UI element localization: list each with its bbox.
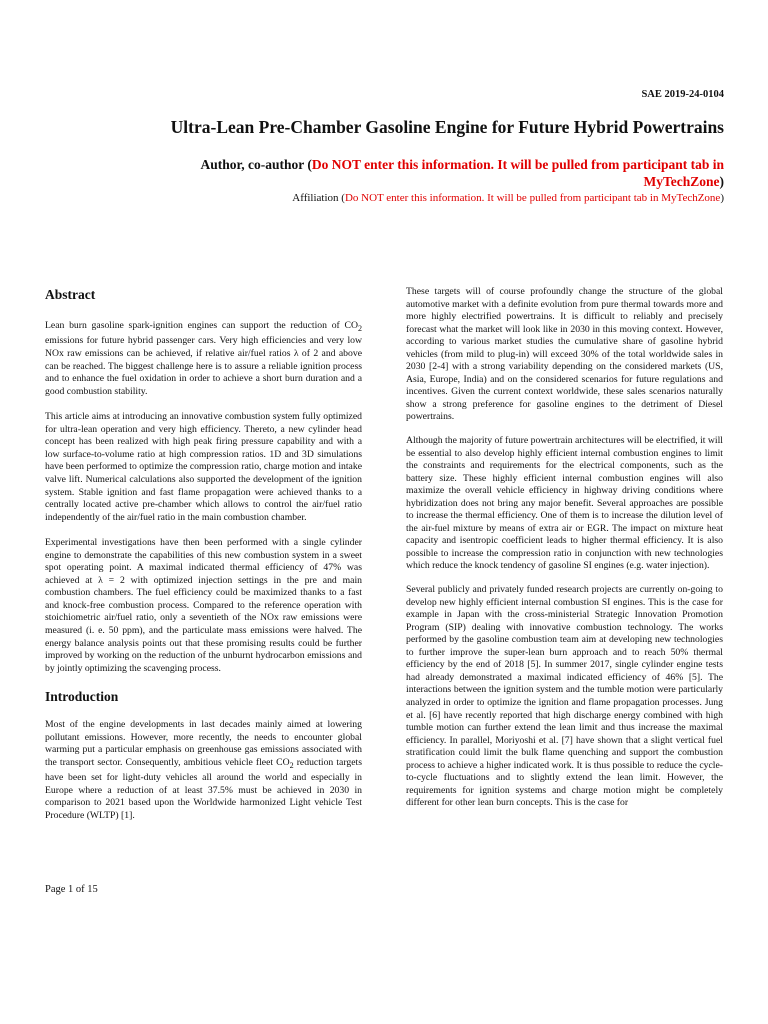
right-paragraph-1: These targets will of course profoundly change the structure of the global automotive market with a definite evolution from pure thermal towards more and more highly electrified powertrains. It is difficult to reliably and precisely forecast what the market will look like in 2030 in this moving context. However, according to various market studies the cumulative share of gasoline hybrid vehicles (from mild to plug-in) will exceed 30% of the total worldwide sales in 2030 [2-4] with a strong variability depending on the considered markets (US, Asia, Europe, India) and on the considered scenarios for future regulations and incentives. Given the current context worldwide, these sales scenarios naturally show a strong preference for gasoline engines to the detriment of Diesel powertrains. <box>406 286 723 423</box>
left-column <box>45 284 362 835</box>
author-close: ) <box>719 174 724 189</box>
abstract-paragraph-1 <box>45 320 362 398</box>
abstract-paragraph-2: This article aims at introducing an innovative combustion system fully optimized for ultra-lean operation and very high efficiency. Thereto, a new cylinder head concept has been realized with high peak firing pressure capability and with a low surface-to-volume ratio at high compression ratios. 1D and 3D simulations have been performed to optimize the compression ratio, charge motion and intake valve lift. Numerical calculations also supported the development of the ignition system. Stable ignition and fast flame propagation were achieved thanks to a centrally located active pre-chamber which allows to control the air/fuel ratio independently of the air/fuel ratio in the main combustion chamber. <box>45 411 362 523</box>
affiliation-note: Do NOT enter this information. It will be pulled from participant tab in MyTechZone <box>344 192 721 204</box>
author-note: Do NOT enter this information. It will be pulled from participant tab in MyTechZone <box>311 157 724 189</box>
affiliation-label: Affiliation ( <box>292 192 345 204</box>
author-label: Author, co-author ( <box>200 157 312 172</box>
intro-p1-text-b: reduction targets have been set for light-duty vehicles all around the world and especially in Europe where a reduction of at least 37.5% must be achieved in 2030 in comparison to 2021 based upon the Worldwide harmonized Light vehicle Test Procedure (WLTP) [1]. <box>45 756 362 821</box>
abstract-p1-subscript: 2 <box>357 323 362 333</box>
page-number: Page 1 of 15 <box>45 884 98 895</box>
right-paragraph-2: Although the majority of future powertrain architectures will be electrified, it will be essential to also develop highly efficient internal combustion engines to limit the constraints and requirements for the electrical components, such as the battery size. These highly efficient internal combustion engines will also maximize the overall vehicle efficiency in highway driving conditions where hybridization does not bring any major benefit. Several approaches are possible to increase the thermal efficiency. One of them is to increase the dilution level of the air-fuel mixture by means of extra air or EGR. The impact on mixture heat capacity and isentropic coefficient leads to higher thermal efficiency. It is also possible to increase the compression ratio in conjunction with new technologies which reduce the knock tendency of gasoline SI engines (e.g. water injection). <box>406 435 723 572</box>
affiliation-close: ) <box>720 192 724 204</box>
right-column <box>406 286 723 821</box>
introduction-heading: Introduction <box>45 689 119 705</box>
abstract-paragraph-3: Experimental investigations have then been performed with a single cylinder engine to demonstrate the capabilities of this new combustion system in a sweet spot operating point. A maximal indicated thermal efficiency of 47% was achieved at λ = 2 with optimized injection settings in the pre and main combustion chambers. The fuel efficiency could be maximized thanks to a fast and knock-free combustion process. Compared to the reference operation with stoichiometric air/fuel ratio, only a seventieth of the NOx raw emissions were measured (i. e. 50 ppm), and the particulate mass emissions were halved. The energy balance analysis points out that these promising results could be further improved by working on the reduction of the unburnt hydrocarbon emissions and by jointly optimizing the scavenging process. <box>45 537 362 674</box>
intro-p1-subscript: 2 <box>289 760 294 770</box>
affiliation-line <box>104 191 724 205</box>
paper-id: SAE 2019-24-0104 <box>641 89 724 100</box>
abstract-heading: Abstract <box>45 287 96 302</box>
abstract-p1-text-b: emissions for future hybrid passenger cars. Very high efficiencies and very low NOx raw emissions can be achieved, if relative air/fuel ratios λ of 2 and above can be reached. The biggest challenge here is to assure a reliable ignition process and to enhance the fuel oxidation in order to achieve a short burn duration and a good combustion stability. <box>45 335 362 397</box>
introduction-paragraph-1 <box>45 719 362 822</box>
abstract-p1-text-a: Lean burn gasoline spark-ignition engines can support the reduction of CO <box>45 320 358 331</box>
right-paragraph-3: Several publicly and privately funded research projects are currently on-going to develop new highly efficient internal combustion SI engines. This is the case for example in Japan with the cross-ministerial Strategic Innovation Promotion Program (SIP) dealing with innovative combustion technology. The works performed by the gasoline combustion team aim at developing new technologies to further improve the super-lean burn approach and to reach 50% thermal efficiency by the end of 2018 [5]. In summer 2017, single cylinder engine tests had already demonstrated a maximal indicated efficiency of 46% [5]. The interactions between the ignition system and the tumble motion were particularly analyzed in order to optimize the ignition and flame propagation processes. Jung et al. [6] have recently reported that high discharge energy combined with high tumble motion can further extend the lean limit and thus increase the maximal efficiency. In parallel, Moriyoshi et al. [7] have shown that a slight vertical fuel stratification could limit the bulk flame quenching and support the combustion process to achieve a higher indicated work. It is thus possible to reduce the cycle-to-cycle fluctuations and to slightly extend the lean limit. However, the requirements for ignition systems and charge motion might be completely different for other lean burn concepts. This is the case for <box>406 584 723 809</box>
paper-title: Ultra-Lean Pre-Chamber Gasoline Engine for Future Hybrid Powertrains <box>170 117 724 137</box>
author-line <box>124 156 724 190</box>
intro-p1-text-a: Most of the engine developments in last decades mainly aimed at lowering pollutant emissions. However, more recently, the needs to encounter global warming put a particular emphasis on greenhouse gas emissions associated with the transport sector. Consequently, ambitious vehicle fleet CO <box>45 719 362 768</box>
